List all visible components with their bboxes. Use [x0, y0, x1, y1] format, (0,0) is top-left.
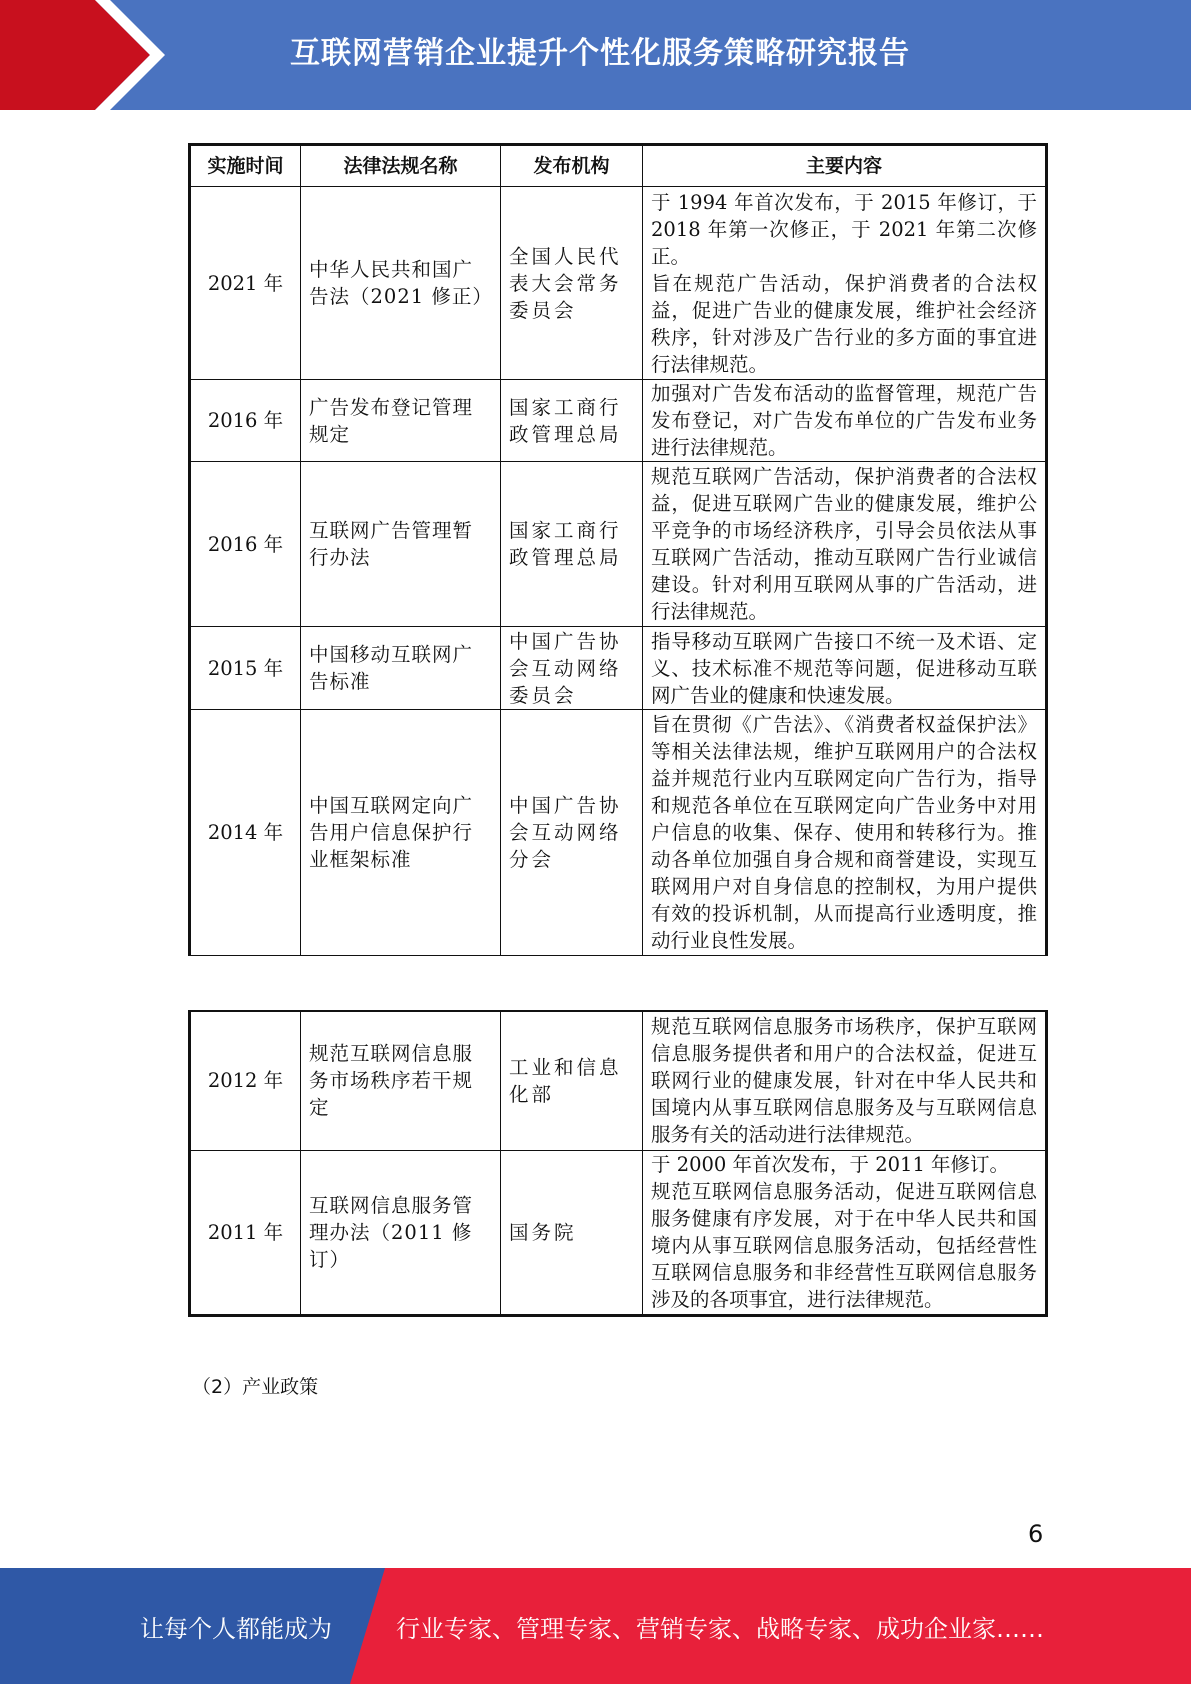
col-header-law-name: 法律法规名称 [301, 145, 501, 187]
page-header [0, 0, 1191, 110]
col-header-content: 主要内容 [643, 145, 1047, 187]
table-row [190, 627, 1047, 710]
regulations-table [188, 143, 1048, 956]
row-year: 2014 年 [190, 710, 301, 956]
row-year: 2012 年 [190, 1011, 301, 1150]
row-issuer: 国家工商行政管理总局 [501, 380, 643, 462]
document-title: 互联网营销企业提升个性化服务策略研究报告 [290, 36, 910, 71]
row-law-name: 中国移动互联网广告标准 [301, 627, 501, 710]
row-issuer: 全国人民代表大会常务委员会 [501, 187, 643, 380]
row-issuer: 中国广告协会互动网络分会 [501, 710, 643, 956]
row-issuer: 国务院 [501, 1150, 643, 1315]
row-content: 规范互联网广告活动，保护消费者的合法权益，促进互联网广告业的健康发展，维护公平竞争的市场经济秩序，引导会员依法从事互联网广告活动，推动互联网广告行业诚信建设。针对利用互联网从事的广告活动，进行法律规范。 [643, 462, 1047, 627]
row-issuer: 工业和信息化部 [501, 1011, 643, 1150]
row-law-name: 中华人民共和国广告法（2021 修正） [301, 187, 501, 380]
table-row [190, 1150, 1047, 1315]
row-year: 2011 年 [190, 1150, 301, 1315]
header-red-arrow [0, 0, 150, 110]
table-header-row [190, 145, 1047, 187]
row-year: 2015 年 [190, 627, 301, 710]
row-content: 加强对广告发布活动的监督管理，规范广告发布登记，对广告发布单位的广告发布业务进行法律规范。 [643, 380, 1047, 462]
footer-slogan-right: 行业专家、管理专家、营销专家、战略专家、成功企业家…… [396, 1614, 1044, 1643]
page-number: 6 [1028, 1520, 1044, 1548]
table-row [190, 710, 1047, 956]
col-header-issuer: 发布机构 [501, 145, 643, 187]
row-content-text: 于 1994 年首次发布，于 2015 年修订，于 2018 年第一次修正，于 2021 年第二次修正。 旨在规范广告活动，保护消费者的合法权益，促进广告业的健康发展，维护社会经济秩序，针对涉及广告行业的多方面的事宜进行法律规范。 [651, 190, 1037, 376]
row-law-name: 互联网信息服务管理办法（2011 修订） [301, 1150, 501, 1315]
row-content [643, 187, 1047, 380]
table-row [190, 462, 1047, 627]
table-row [190, 1011, 1047, 1150]
row-issuer: 国家工商行政管理总局 [501, 462, 643, 627]
page-footer [0, 1568, 1191, 1684]
row-law-name: 中国互联网定向广告用户信息保护行业框架标准 [301, 710, 501, 956]
row-year: 2016 年 [190, 380, 301, 462]
row-year: 2016 年 [190, 462, 301, 627]
row-content: 规范互联网信息服务市场秩序，保护互联网信息服务提供者和用户的合法权益，促进互联网行业的健康发展，针对在中华人民共和国境内从事互联网信息服务及与互联网信息服务有关的活动进行法律规范。 [643, 1011, 1047, 1150]
row-content: 指导移动互联网广告接口不统一及术语、定义、技术标准不规范等问题，促进移动互联网广告业的健康和快速发展。 [643, 627, 1047, 710]
row-content-text: 于 2000 年首次发布，于 2011 年修订。 规范互联网信息服务活动，促进互联网信息服务健康有序发展，对于在中华人民共和国境内从事互联网信息服务活动，包括经营性互联网信息服务和非经营性互联网信息服务涉及的各项事宜，进行法律规范。 [651, 1153, 1037, 1311]
row-law-name: 互联网广告管理暂行办法 [301, 462, 501, 627]
table-row [190, 380, 1047, 462]
row-law-name: 规范互联网信息服务市场秩序若干规定 [301, 1011, 501, 1150]
section-heading-industry-policy: （2）产业政策 [192, 1376, 319, 1398]
footer-slogan-left: 让每个人都能成为 [140, 1614, 332, 1643]
row-content [643, 1150, 1047, 1315]
table-row [190, 187, 1047, 380]
row-year: 2021 年 [190, 187, 301, 380]
row-content: 旨在贯彻《广告法》、《消费者权益保护法》等相关法律法规，维护互联网用户的合法权益并规范行业内互联网定向广告行为，指导和规范各单位在互联网定向广告业务中对用户信息的收集、保存、使用和转移行为。推动各单位加强自身合规和商誉建设，实现互联网用户对自身信息的控制权，为用户提供有效的投诉机制，从而提高行业透明度，推动行业良性发展。 [643, 710, 1047, 956]
row-law-name: 广告发布登记管理规定 [301, 380, 501, 462]
col-header-date: 实施时间 [190, 145, 301, 187]
row-issuer: 中国广告协会互动网络委员会 [501, 627, 643, 710]
regulations-table-continued [188, 1010, 1048, 1317]
